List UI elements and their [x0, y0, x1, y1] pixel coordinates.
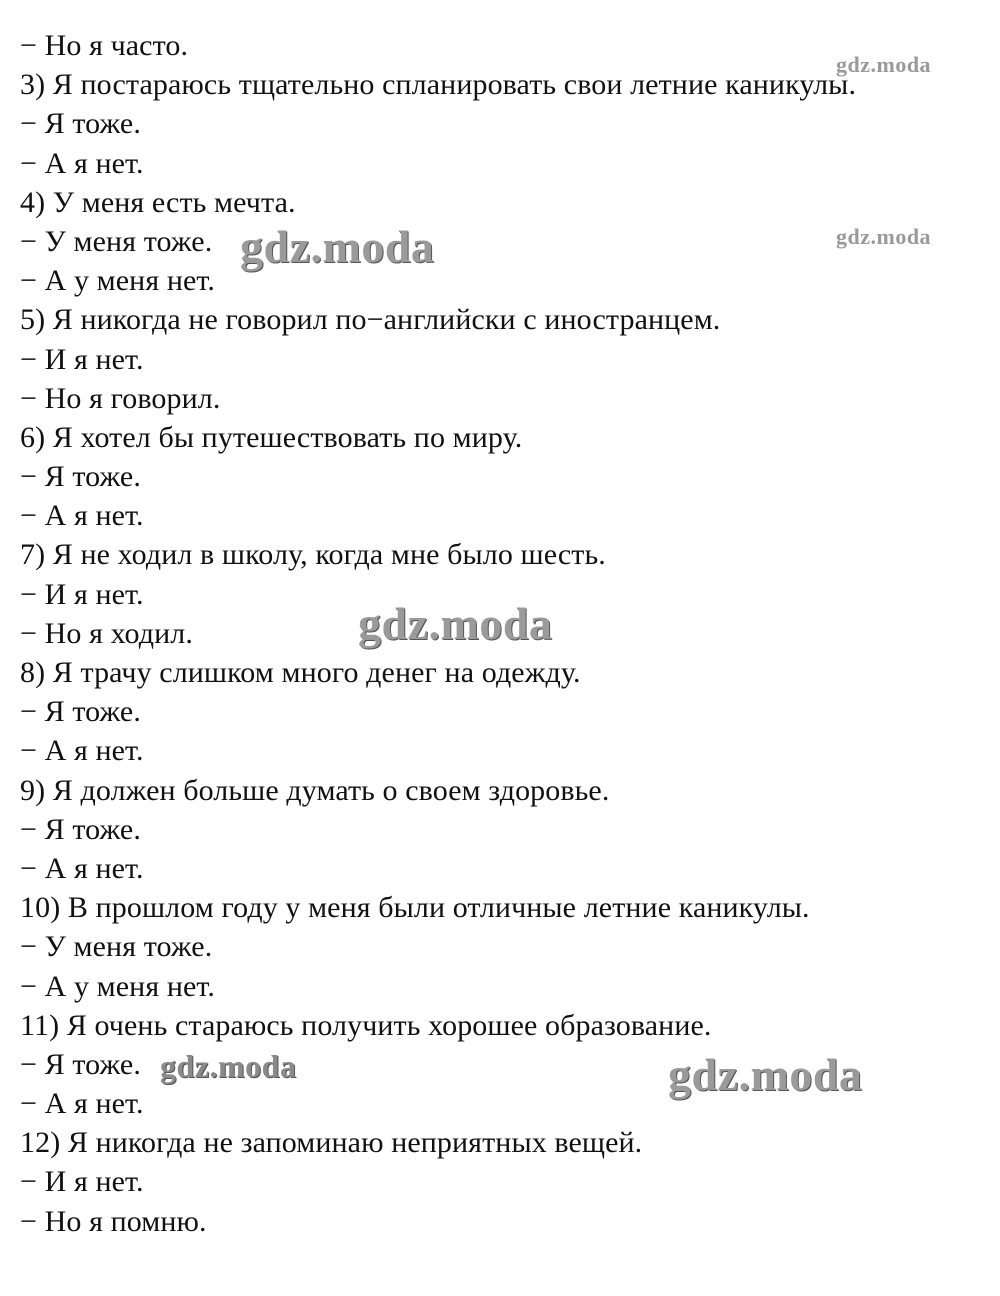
text-line: − А я нет.: [20, 499, 144, 533]
text-line: − Но я говорил.: [20, 381, 221, 415]
text-line: − Я тоже.: [20, 460, 141, 494]
watermark: gdz.moda: [836, 52, 932, 77]
text-line: 4) У меня есть мечта.: [20, 185, 296, 219]
text-line: 7) Я не ходил в школу, когда мне было шесть.: [20, 538, 606, 572]
text-line: 3) Я постараюсь тщательно спланировать свои летние каникулы.: [20, 68, 857, 102]
text-line: 11) Я очень стараюсь получить хорошее образование.: [20, 1008, 712, 1042]
text-line: − А я нет.: [20, 1087, 144, 1121]
text-line: − У меня тоже.: [20, 930, 213, 964]
watermark: gdz.moda: [240, 221, 435, 272]
watermark: gdz.moda: [836, 224, 932, 249]
watermark: gdz.moda: [160, 1048, 297, 1084]
text-line: 8) Я трачу слишком много денег на одежду.: [20, 656, 581, 689]
text-line: 12) Я никогда не запоминаю неприятных вещей.: [20, 1126, 643, 1160]
watermark: gdz.moda: [358, 598, 553, 649]
text-line: − У меня тоже.: [20, 224, 213, 258]
text-line: − И я нет.: [20, 1165, 144, 1199]
text-line: − И я нет.: [20, 577, 144, 611]
text-line: − А я нет.: [20, 734, 144, 768]
text-line: − А у меня нет.: [20, 969, 215, 1003]
text-line: 10) В прошлом году у меня были отличные летние каникулы.: [20, 891, 810, 925]
watermark: gdz.moda: [668, 1049, 863, 1100]
text-line: − Я тоже.: [20, 695, 141, 729]
text-line: 6) Я хотел бы путешествовать по миру.: [20, 420, 523, 454]
text-line: − А я нет.: [20, 146, 144, 180]
text-line: − И я нет.: [20, 342, 144, 376]
text-line: − Я тоже.: [20, 107, 141, 141]
text-line: − Я тоже.: [20, 812, 141, 846]
text-line: − Но я помню.: [20, 1204, 207, 1238]
text-line: − Но я ходил.: [20, 616, 193, 650]
text-line: 9) Я должен больше думать о своем здоровье.: [20, 773, 610, 807]
text-line: − А у меня нет.: [20, 264, 215, 298]
text-line: − А я нет.: [20, 851, 144, 885]
text-line: 5) Я никогда не говорил по−английски с иностранцем.: [20, 303, 721, 337]
text-line: − Но я часто.: [20, 29, 189, 62]
text-line: − Я тоже.: [20, 1047, 141, 1081]
